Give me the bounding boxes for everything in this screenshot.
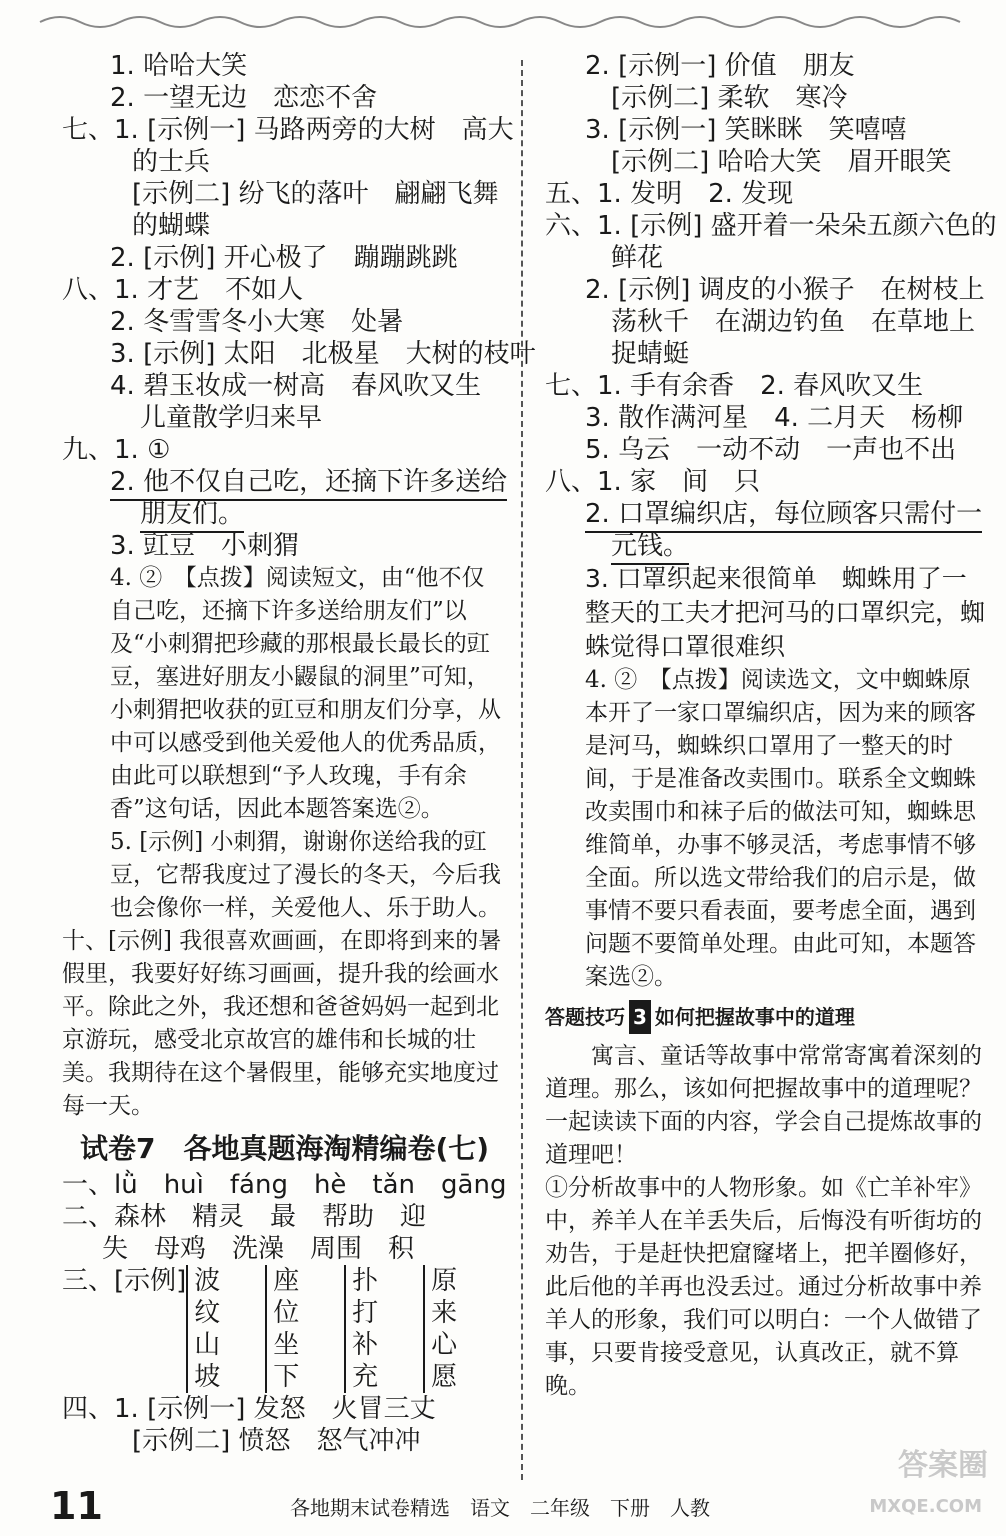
answer-line: 鲜花 xyxy=(611,243,664,273)
answer-r8-2 xyxy=(545,498,985,530)
answer-line: 六、1. [示例] 盛开着一朵朵五颜六色的 xyxy=(545,211,997,241)
answer-line: 5. 乌云 一动不动 一声也不出 xyxy=(585,435,957,465)
answer-9-2-line2: 朋友们。 xyxy=(140,499,244,533)
word-group: 波纹 山坡 xyxy=(186,1265,245,1393)
answer-line: 八、1. 家 间 只 xyxy=(545,467,761,497)
answer-9-4: 4. ② 【点拨】阅读短文，由“他不仅自己吃，还摘下许多送给朋友们”以及“小刺猬把珍藏的那根最长最长的豇豆，塞进好朋友小鼹鼠的洞里”可知，小刺猬把收获的豇豆和朋友们分享，从中可以感受到他关爱他人的优秀品质，由此可以联想到“予人玫瑰，手有余香”这句话，因此本题答案选②。 xyxy=(110,565,501,822)
answer-line: 九、1. ① xyxy=(62,435,171,465)
answer-line: [示例二] 柔软 寒冷 xyxy=(611,83,848,113)
tip-title: 如何把握故事中的道理 xyxy=(654,1005,855,1029)
tip-prefix: 答题技巧 xyxy=(545,1005,625,1029)
right-column xyxy=(545,50,997,1403)
answer-10: 十、[示例] 我很喜欢画画，在即将到来的暑假里，我要好好练习画画，提升我的绘画水平。除此之外，我还想和爸爸妈妈一起到北京游玩，感受北京故宫的雄伟和长城的壮美。我期待在这个暑假里，能够充实地度过每一天。 xyxy=(62,928,502,1119)
answer-9-2-cont xyxy=(62,498,502,530)
answer-line: 3. [示例一] 笑眯眯 笑嘻嘻 xyxy=(585,115,907,145)
watermark-url: MXQE.COM xyxy=(869,1496,982,1517)
answer-line: 捉蜻蜓 xyxy=(611,339,690,369)
answer-r8-2-line2: 元钱。 xyxy=(611,531,689,565)
answer-line: 2. 一望无边 恋恋不舍 xyxy=(110,83,378,113)
answer-line: 2. [示例] 开心极了 蹦蹦跳跳 xyxy=(110,243,458,273)
watermark-logo: 答案圈 xyxy=(898,1448,988,1483)
answer-line: 八、1. 才艺 不如人 xyxy=(62,275,304,305)
answer-line: 2. [示例一] 价值 朋友 xyxy=(585,51,855,81)
test7-q1: 一、lǜ huì fáng hè tǎn gāng xyxy=(62,1170,507,1200)
top-border-decoration xyxy=(0,0,1006,40)
test7-q4-line2: [示例二] 愤怒 怒气冲冲 xyxy=(132,1426,421,1456)
tip-paragraph-1: 寓言、童话等故事中常常寄寓着深刻的道理。那么，该如何把握故事中的道理呢？一起读读下面的内容，学会自己提炼故事的道理吧！ xyxy=(545,1043,982,1168)
answer-line: 2. [示例] 调皮的小猴子 在树枝上 xyxy=(585,275,985,305)
tip-paragraph-2: ①分析故事中的人物形象。如《亡羊补牢》中，养羊人在羊丢失后，后悔没有听街坊的劝告，于是赶快把窟窿堵上，把羊圈修好，此后他的羊再也没丢过。通过分析故事中养羊人的形象，我们可以明白：一个人做错了事，只要肯接受意见，认真改正，就不算晚。 xyxy=(545,1175,982,1399)
test7-q4-line1: 四、1. [示例一] 发怒 火冒三丈 xyxy=(62,1394,436,1424)
answer-line: [示例二] 纷飞的落叶 翩翩飞舞 xyxy=(132,179,499,209)
answer-r8-3: 3. 口罩织起来很简单 蜘蛛用了一整天的工夫才把河马的口罩织完，蜘蛛觉得口罩很难织 xyxy=(585,564,986,661)
answer-line: 五、1. 发明 2. 发现 xyxy=(545,179,794,209)
answer-line: 的士兵 xyxy=(132,147,211,177)
left-answer-lines xyxy=(62,50,536,466)
test7-q3 xyxy=(62,1265,502,1393)
left-column xyxy=(62,50,536,1457)
word-group: 原来 心愿 xyxy=(423,1265,482,1393)
answer-9-3: 3. 豇豆 小刺猬 xyxy=(110,531,300,561)
footer-book-info: 各地期末试卷精选 语文 二年级 下册 人教 xyxy=(290,1496,710,1520)
answer-line: 七、1. [示例一] 马路两旁的大树 高大 xyxy=(62,115,514,145)
answer-line: 的蝴蝶 xyxy=(132,211,211,241)
page-number: 11 xyxy=(50,1484,103,1528)
answer-line: 3. 散作满河星 4. 二月天 杨柳 xyxy=(585,403,964,433)
answer-line: 1. 哈哈大笑 xyxy=(110,51,248,81)
word-group: 扑打 补充 xyxy=(344,1265,403,1393)
column-divider xyxy=(521,60,523,1480)
answer-line: 荡秋千 在湖边钓鱼 在草地上 xyxy=(611,307,976,337)
answer-r8-2-cont xyxy=(545,530,985,562)
test7-title: 试卷7 各地真题海淘精编卷(七) xyxy=(80,1132,490,1165)
answer-line: [示例二] 哈哈大笑 眉开眼笑 xyxy=(611,147,952,177)
answer-r8-4: 4. ② 【点拨】阅读选文，文中蜘蛛原本开了一家口罩编织店，因为来的顾客是河马，蜘蛛织口罩用了一整天的时间，于是准备改卖围巾。联系全文蜘蛛改卖围巾和袜子后的做法可知，蜘蛛思维简单，办事不够灵活，考虑事情不够全面。所以选文带给我们的启示是，做事情不要只看表面，要考虑全面，遇到问题不要简单处理。由此可知，本题答案选②。 xyxy=(585,667,976,990)
right-answer-lines xyxy=(545,50,997,498)
test7-q3-label: 三、[示例] xyxy=(62,1266,187,1296)
answer-9-2 xyxy=(62,466,508,498)
answer-9-2-line1: 2. 他不仅自己吃，还摘下许多送给 xyxy=(110,467,507,501)
tip-number: 3 xyxy=(629,1000,651,1034)
answer-line: 2. 冬雪雪冬小大寒 处暑 xyxy=(110,307,404,337)
answer-9-5: 5. [示例] 小刺猬，谢谢你送给我的豇豆，它帮我度过了漫长的冬天，今后我也会像你一样，关爱他人、乐于助人。 xyxy=(110,829,501,921)
test7-q2-line1: 二、森林 精灵 最 帮助 迎 xyxy=(62,1202,427,1232)
answer-line: 儿童散学归来早 xyxy=(140,403,323,433)
answer-r8-2-line1: 2. 口罩编织店，每位顾客只需付一 xyxy=(585,499,982,533)
answer-line: 七、1. 手有余香 2. 春风吹又生 xyxy=(545,371,924,401)
test7-q2-line2: 失 母鸡 洗澡 周围 积 xyxy=(102,1234,415,1264)
answer-line: 3. [示例] 太阳 北极星 大树的枝叶 xyxy=(110,339,536,369)
word-group: 座位 坐下 xyxy=(265,1265,324,1393)
answer-line: 4. 碧玉妆成一树高 春风吹又生 xyxy=(110,371,482,401)
page-footer xyxy=(0,1478,1006,1528)
tip-header xyxy=(545,1000,985,1034)
